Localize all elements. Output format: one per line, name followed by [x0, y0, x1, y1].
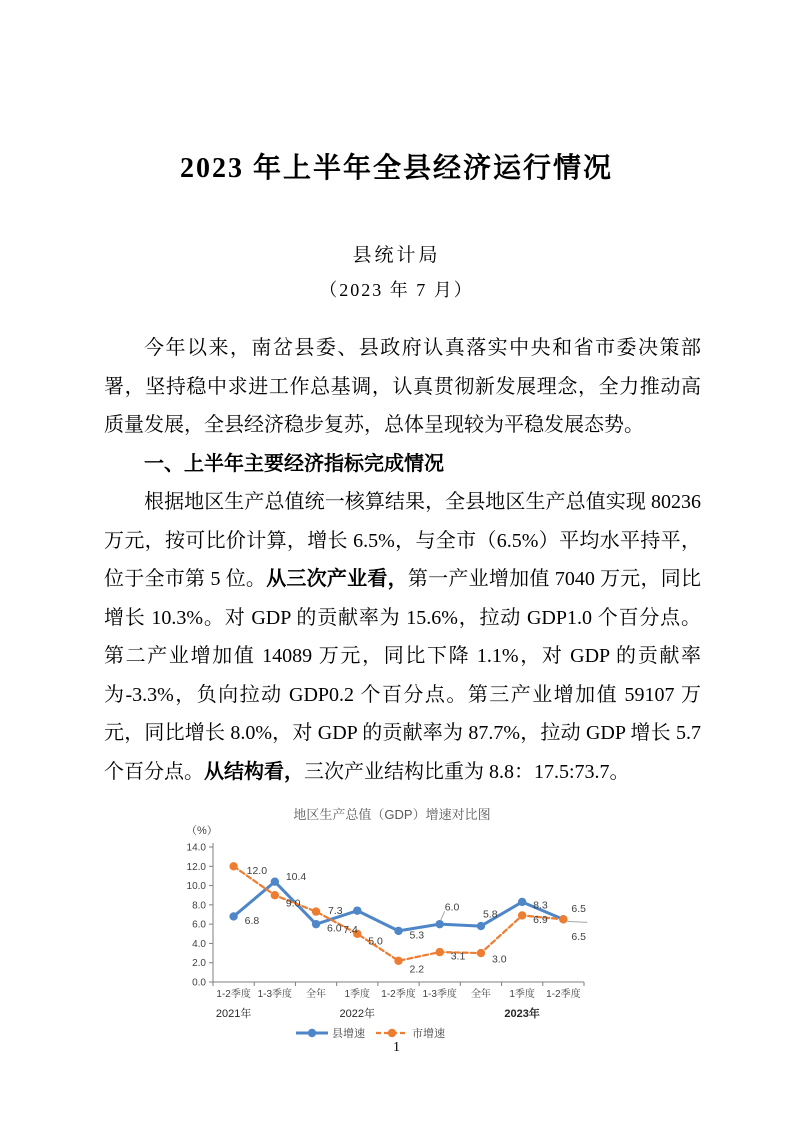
svg-text:6.5: 6.5 — [571, 930, 586, 943]
svg-text:6.0: 6.0 — [444, 901, 460, 914]
page-number: 1 — [393, 1040, 400, 1055]
svg-text:市增速: 市增速 — [412, 1028, 445, 1040]
svg-text:10.4: 10.4 — [285, 871, 307, 884]
svg-text:1-3季度: 1-3季度 — [422, 989, 457, 1000]
section1-heading: 一、上半年主要经济指标完成情况 — [144, 452, 444, 475]
svg-text:1-2季度: 1-2季度 — [381, 989, 416, 1000]
svg-text:4.0: 4.0 — [192, 938, 206, 950]
svg-text:县增速: 县增速 — [332, 1028, 365, 1040]
svg-text:2.2: 2.2 — [409, 963, 425, 976]
svg-text:8.3: 8.3 — [533, 899, 548, 912]
document-title: 2023 年上半年全县经济运行情况 — [179, 153, 613, 184]
svg-text:7.4: 7.4 — [343, 924, 358, 937]
intro-paragraph: 今年以来，南岔县委、县政府认真落实中央和省市委决策部署，坚持稳中求进工作总基调，认真贯彻新发展理念，全力推动高质量发展，全县经济稳步复苏，总体呈现较为平稳发展态势。 — [104, 337, 701, 436]
svg-text:14.0: 14.0 — [186, 842, 206, 854]
svg-text:7.3: 7.3 — [328, 905, 343, 918]
document-date: （2023 年 7 月） — [319, 280, 474, 300]
svg-text:地区生产总值（GDP）增速对比图: 地区生产总值（GDP）增速对比图 — [293, 807, 491, 822]
document-body — [104, 329, 701, 791]
gdp-growth-chart — [178, 797, 638, 1049]
svg-text:全年: 全年 — [306, 989, 327, 1000]
svg-text:9.0: 9.0 — [285, 897, 301, 910]
svg-text:3.0: 3.0 — [491, 953, 507, 966]
svg-text:5.3: 5.3 — [409, 929, 425, 942]
svg-text:6.8: 6.8 — [244, 914, 260, 927]
gdp-paragraph: 根据地区生产总值统一核算结果，全县地区生产总值实现 80236 万元，按可比价计算，增长 6.5%，与全市（6.5%）平均水平持平，位于全市第 5 位。从三次产业看，第一产业增加值 7040 万元，同比增长 10.3%。对 GDP 的贡献率为 15.6%，拉动 GDP1.0 个百分点。第二产业增加值 14089 万元，同比下降 1.1%，对 GDP 的贡献率为-3.3%，负向拉动 GDP0.2 个百分点。第三产业增加值 59107 万元，同比增长 8.0%，对 GDP 的贡献率为 87.7%，拉动 GDP 增长 5.7 个百分点。从结构看，三次产业结构比重为 8.8：17.5:73.7。 — [104, 491, 702, 783]
svg-text:0.0: 0.0 — [192, 977, 206, 989]
svg-text:2021年: 2021年 — [215, 1008, 252, 1020]
svg-text:2022年: 2022年 — [339, 1008, 376, 1020]
svg-text:10.0: 10.0 — [186, 881, 206, 893]
svg-text:5.8: 5.8 — [482, 908, 498, 921]
svg-text:1-2季度: 1-2季度 — [546, 989, 581, 1000]
svg-text:1季度: 1季度 — [509, 989, 535, 1000]
svg-text:5.0: 5.0 — [368, 935, 383, 948]
svg-text:（%）: （%） — [186, 825, 218, 837]
svg-text:1-3季度: 1-3季度 — [257, 989, 293, 1000]
svg-text:2023年: 2023年 — [504, 1008, 540, 1020]
gdp-growth-chart-svg — [178, 797, 638, 1049]
svg-text:2.0: 2.0 — [192, 958, 206, 970]
svg-text:12.0: 12.0 — [186, 861, 206, 873]
svg-text:全年: 全年 — [470, 989, 491, 1000]
svg-text:1-2季度: 1-2季度 — [216, 989, 251, 1000]
svg-text:6.0: 6.0 — [327, 922, 342, 935]
svg-text:1季度: 1季度 — [344, 989, 371, 1000]
svg-text:6.5: 6.5 — [571, 902, 586, 915]
svg-text:6.0: 6.0 — [192, 919, 206, 931]
document-author: 县统计局 — [352, 245, 441, 266]
svg-text:8.0: 8.0 — [192, 900, 206, 912]
svg-text:6.9: 6.9 — [533, 913, 548, 926]
svg-text:3.1: 3.1 — [450, 950, 466, 963]
svg-text:12.0: 12.0 — [246, 864, 268, 877]
